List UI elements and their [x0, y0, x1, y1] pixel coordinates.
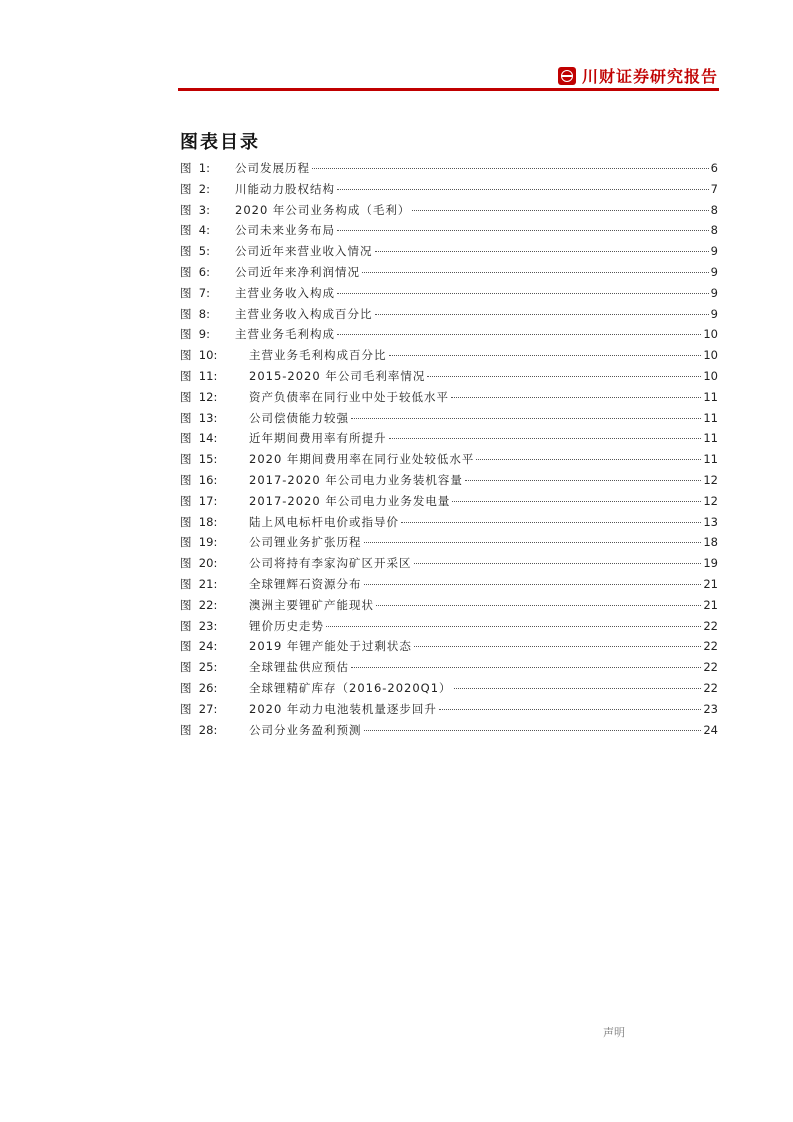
- toc-entry[interactable]: [180, 181, 718, 202]
- dot-leader: [364, 730, 702, 731]
- figure-label: 图 12:: [180, 389, 218, 404]
- figure-title[interactable]: 2017-2020 年公司电力业务发电量: [249, 493, 451, 508]
- page-number[interactable]: 11: [703, 431, 718, 446]
- figure-title[interactable]: 陆上风电标杆电价或指导价: [249, 514, 399, 529]
- dot-leader: [376, 605, 701, 606]
- figure-title[interactable]: 2020 年期间费用率在同行业处较低水平: [249, 452, 475, 467]
- dot-leader: [351, 418, 701, 419]
- page-number[interactable]: 24: [703, 722, 718, 737]
- figure-title[interactable]: 近年期间费用率有所提升: [249, 431, 387, 446]
- figure-title[interactable]: 公司未来业务布局: [235, 223, 335, 238]
- figure-title[interactable]: 2017-2020 年公司电力业务装机容量: [249, 472, 463, 487]
- figure-label: 图 22:: [180, 597, 218, 612]
- figure-title[interactable]: 2020 年动力电池装机量逐步回升: [249, 701, 437, 716]
- page-number[interactable]: 23: [703, 701, 718, 716]
- figure-label: 图 21:: [180, 576, 218, 591]
- figure-label: 图 26:: [180, 680, 218, 695]
- page-number[interactable]: 22: [703, 639, 718, 654]
- toc-entry[interactable]: [180, 306, 718, 327]
- page-number[interactable]: 10: [703, 327, 718, 342]
- dot-leader: [452, 501, 701, 502]
- figure-title[interactable]: 川能动力股权结构: [235, 181, 335, 196]
- dot-leader: [389, 355, 702, 356]
- toc-entry[interactable]: [180, 555, 718, 576]
- figure-label: 图 11:: [180, 368, 218, 383]
- toc-entry[interactable]: [180, 659, 718, 680]
- page-number[interactable]: 11: [703, 452, 718, 467]
- page-number[interactable]: 12: [703, 472, 718, 487]
- figure-title[interactable]: 2015-2020 年公司毛利率情况: [249, 368, 426, 383]
- figure-label: 图 18:: [180, 514, 218, 529]
- toc-entry[interactable]: [180, 638, 718, 659]
- dot-leader: [389, 438, 702, 439]
- page-number[interactable]: 9: [710, 264, 718, 279]
- figure-label: 图 4:: [180, 223, 211, 238]
- figure-title[interactable]: 公司近年来净利润情况: [235, 264, 360, 279]
- company-logo-icon: [558, 67, 576, 85]
- dot-leader: [326, 626, 701, 627]
- figure-label: 图 23:: [180, 618, 218, 633]
- figure-title[interactable]: 主营业务毛利构成: [235, 327, 335, 342]
- figure-label: 图 25:: [180, 660, 218, 675]
- page-number[interactable]: 10: [703, 368, 718, 383]
- page-number[interactable]: 21: [703, 576, 718, 591]
- page-number[interactable]: 22: [703, 618, 718, 633]
- dot-leader: [337, 334, 701, 335]
- toc-entry[interactable]: [180, 222, 718, 243]
- toc-entry[interactable]: [180, 514, 718, 535]
- header-divider: [178, 88, 719, 91]
- toc-entry[interactable]: [180, 347, 718, 368]
- toc-entry[interactable]: [180, 597, 718, 618]
- figure-title[interactable]: 全球锂精矿库存（2016-2020Q1）: [249, 680, 452, 695]
- figure-label: 图 13:: [180, 410, 218, 425]
- page-number[interactable]: 6: [710, 161, 718, 175]
- toc-title: 图表目录: [180, 132, 260, 153]
- toc-entry[interactable]: [180, 722, 718, 743]
- figure-label: 图 16:: [180, 472, 218, 487]
- toc-entry[interactable]: [180, 430, 718, 451]
- figure-label: 图 28:: [180, 722, 218, 737]
- figure-label: 图 27:: [180, 701, 218, 716]
- toc-entry[interactable]: [180, 160, 718, 181]
- page-number[interactable]: 9: [710, 285, 718, 300]
- figure-title[interactable]: 全球锂盐供应预估: [249, 660, 349, 675]
- figure-label: 图 2:: [180, 181, 211, 196]
- toc-entry[interactable]: [180, 576, 718, 597]
- figure-label: 图 15:: [180, 452, 218, 467]
- dot-leader: [412, 210, 708, 211]
- dot-leader: [465, 480, 702, 481]
- figure-title[interactable]: 全球锂辉石资源分布: [249, 576, 362, 591]
- toc-entry[interactable]: [180, 534, 718, 555]
- toc-entry[interactable]: [180, 389, 718, 410]
- figure-label: 图 7:: [180, 285, 211, 300]
- table-of-figures: [180, 160, 718, 742]
- toc-entry[interactable]: [180, 472, 718, 493]
- figure-label: 图 8:: [180, 306, 211, 321]
- dot-leader: [451, 397, 701, 398]
- toc-entry[interactable]: [180, 680, 718, 701]
- page-number[interactable]: 8: [710, 223, 718, 238]
- dot-leader: [351, 667, 701, 668]
- figure-label: 图 17:: [180, 493, 218, 508]
- toc-entry[interactable]: [180, 326, 718, 347]
- figure-title[interactable]: 澳洲主要锂矿产能现状: [249, 597, 374, 612]
- dot-leader: [401, 522, 701, 523]
- dot-leader: [414, 563, 702, 564]
- figure-label: 图 6:: [180, 264, 211, 279]
- figure-title[interactable]: 公司发展历程: [235, 161, 310, 175]
- toc-entry[interactable]: [180, 451, 718, 472]
- page-number[interactable]: 10: [703, 348, 718, 363]
- toc-entry[interactable]: [180, 285, 718, 306]
- toc-entry[interactable]: [180, 368, 718, 389]
- toc-entry[interactable]: [180, 243, 718, 264]
- brand-name: 川财证券研究报告: [581, 67, 718, 86]
- dot-leader: [337, 293, 709, 294]
- figure-label: 图 24:: [180, 639, 218, 654]
- footer-disclaimer: 声明: [603, 1026, 625, 1039]
- dot-leader: [454, 688, 702, 689]
- figure-title[interactable]: 锂价历史走势: [249, 618, 324, 633]
- figure-title[interactable]: 公司偿债能力较强: [249, 410, 349, 425]
- toc-entry[interactable]: [180, 202, 718, 223]
- page-number[interactable]: 9: [710, 306, 718, 321]
- figure-label: 图 20:: [180, 556, 218, 571]
- dot-leader: [427, 376, 701, 377]
- figure-title[interactable]: 资产负债率在同行业中处于较低水平: [249, 389, 449, 404]
- page-number[interactable]: 11: [703, 389, 718, 404]
- figure-title[interactable]: 主营业务毛利构成百分比: [249, 348, 387, 363]
- dot-leader: [312, 168, 709, 169]
- toc-entry[interactable]: [180, 493, 718, 514]
- figure-label: 图 3:: [180, 202, 211, 217]
- page-number[interactable]: 21: [703, 597, 718, 612]
- page-number[interactable]: 7: [710, 181, 718, 196]
- figure-title[interactable]: 公司锂业务扩张历程: [249, 535, 362, 550]
- page-number[interactable]: 11: [703, 410, 718, 425]
- page-number[interactable]: 12: [703, 493, 718, 508]
- dot-leader: [476, 459, 701, 460]
- toc-entry[interactable]: [180, 618, 718, 639]
- figure-title[interactable]: 公司将持有李家沟矿区开采区: [249, 556, 412, 571]
- dot-leader: [375, 251, 709, 252]
- dot-leader: [414, 646, 701, 647]
- dot-leader: [439, 709, 701, 710]
- figure-title[interactable]: 主营业务收入构成百分比: [235, 306, 373, 321]
- figure-label: 图 1:: [180, 161, 211, 175]
- dot-leader: [375, 314, 709, 315]
- page-number[interactable]: 13: [703, 514, 718, 529]
- figure-label: 图 10:: [180, 348, 218, 363]
- dot-leader: [337, 230, 709, 231]
- figure-title[interactable]: 主营业务收入构成: [235, 285, 335, 300]
- dot-leader: [337, 189, 709, 190]
- figure-label: 图 14:: [180, 431, 218, 446]
- page-number[interactable]: 19: [703, 556, 718, 571]
- figure-title[interactable]: 2020 年公司业务构成（毛利）: [235, 202, 411, 217]
- figure-title[interactable]: 公司分业务盈利预测: [249, 722, 362, 737]
- page-number[interactable]: 18: [703, 535, 718, 550]
- figure-title[interactable]: 公司近年来营业收入情况: [235, 244, 373, 259]
- dot-leader: [364, 584, 702, 585]
- toc-entry[interactable]: [180, 264, 718, 285]
- page-number[interactable]: 22: [703, 680, 718, 695]
- figure-title[interactable]: 2019 年锂产能处于过剩状态: [249, 639, 412, 654]
- toc-entry[interactable]: [180, 701, 718, 722]
- toc-entry[interactable]: [180, 410, 718, 431]
- brand: [558, 64, 718, 87]
- figure-label: 图 5:: [180, 244, 211, 259]
- dot-leader: [364, 542, 702, 543]
- page-number[interactable]: 9: [710, 244, 718, 259]
- page-number[interactable]: 22: [703, 660, 718, 675]
- dot-leader: [362, 272, 709, 273]
- figure-label: 图 9:: [180, 327, 211, 342]
- figure-label: 图 19:: [180, 535, 218, 550]
- page-number[interactable]: 8: [710, 202, 718, 217]
